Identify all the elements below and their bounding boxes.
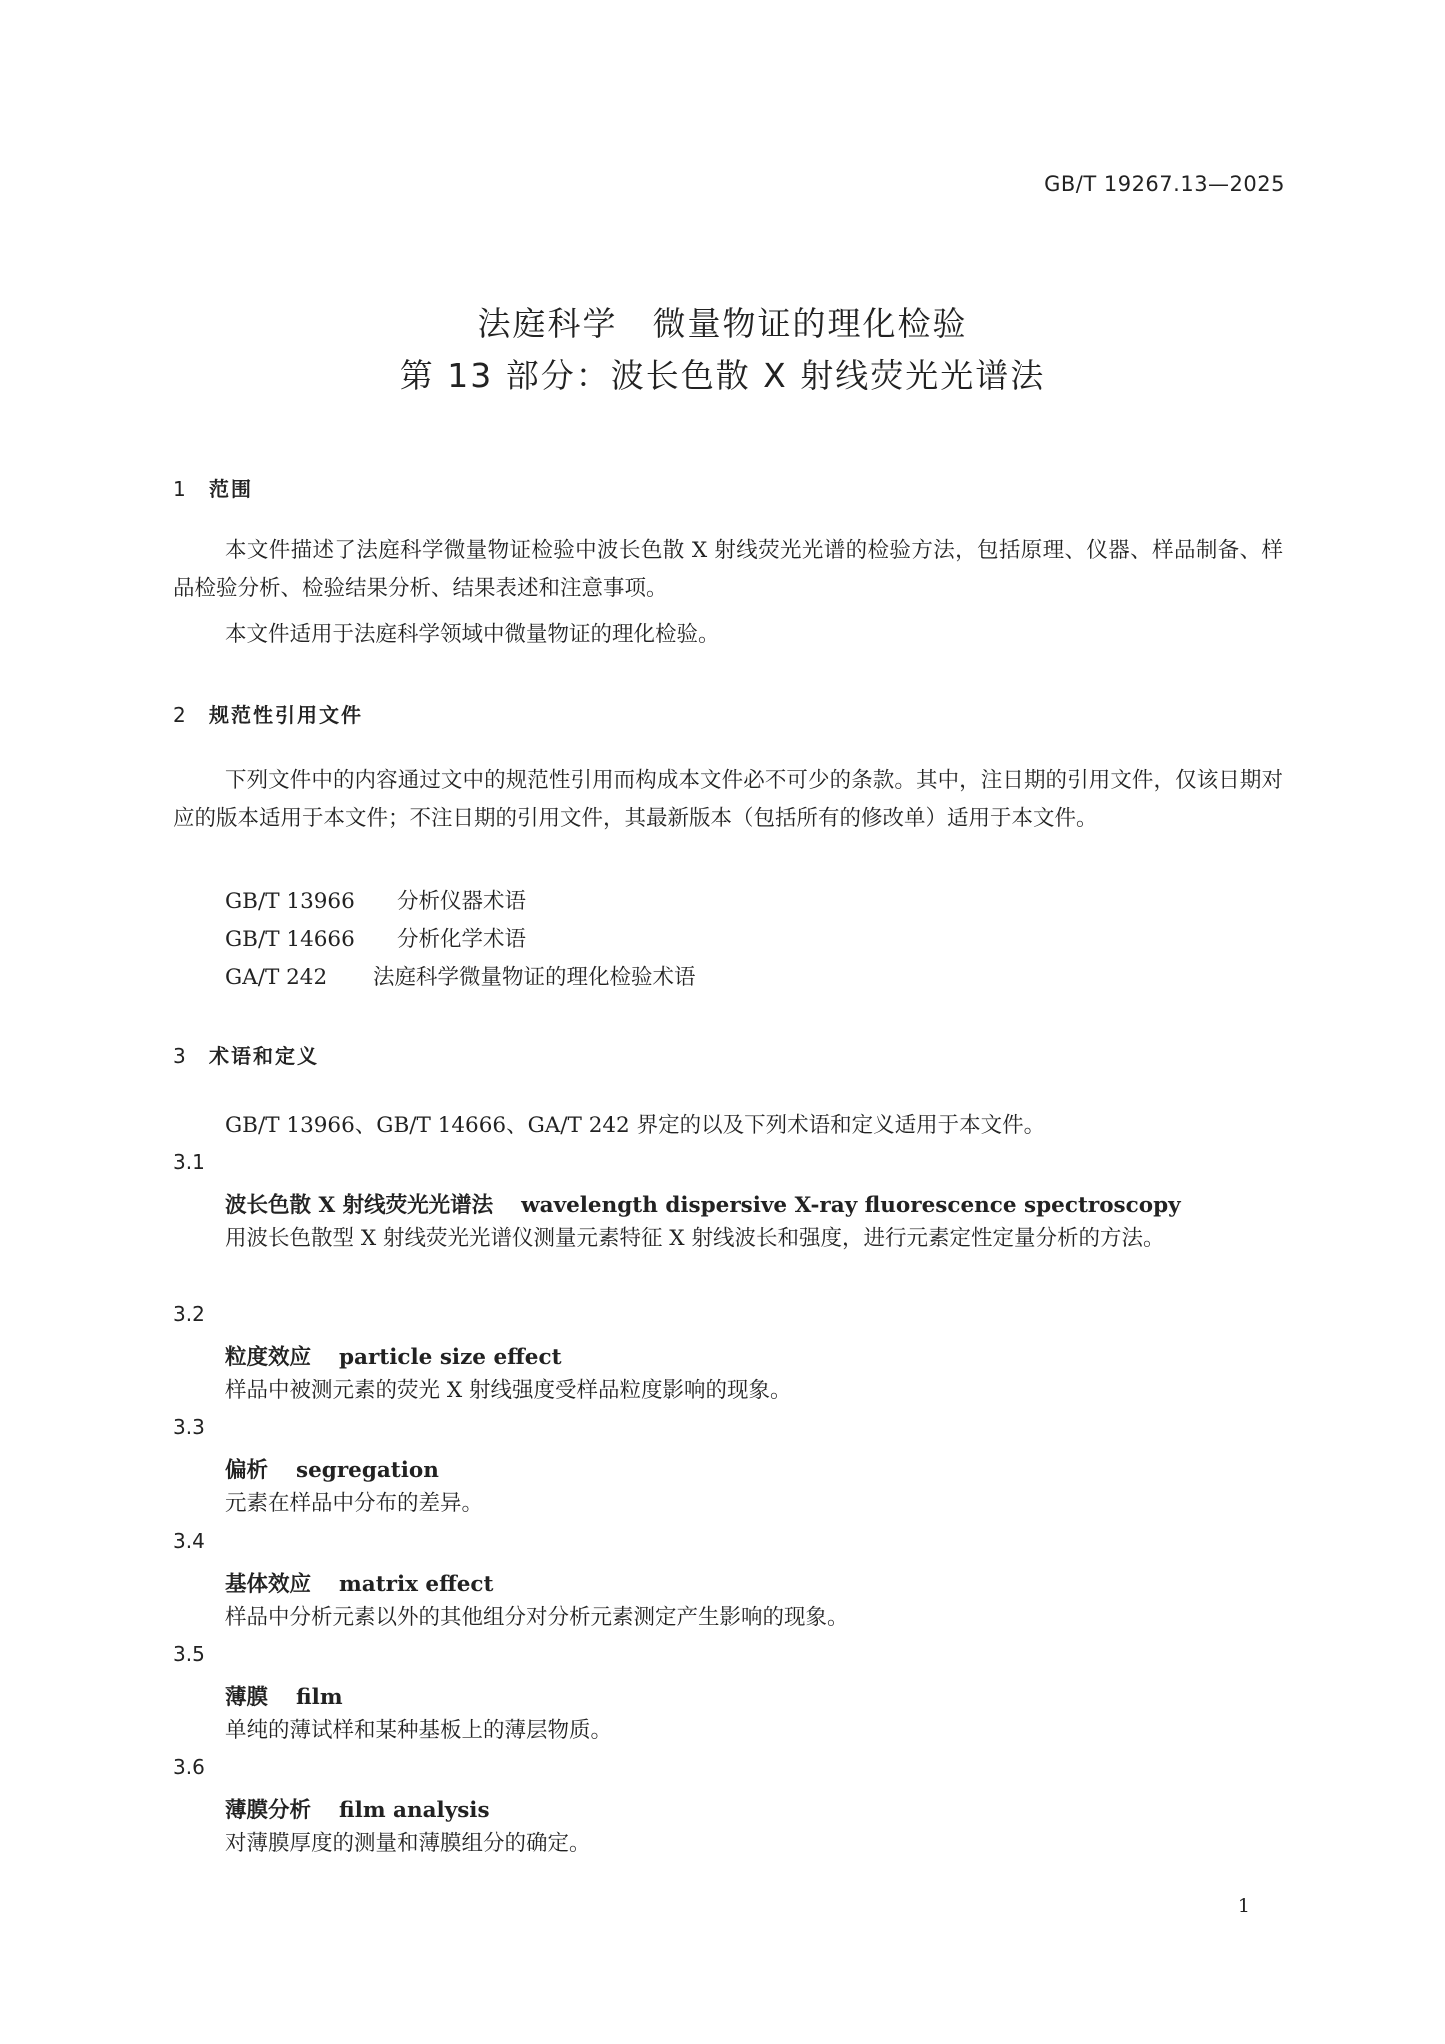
reference-code: GB/T 14666 xyxy=(225,927,355,952)
term-heading xyxy=(225,1793,490,1824)
term-number: 3.3 xyxy=(173,1415,205,1439)
term-chinese: 波长色散 X 射线荧光光谱法 xyxy=(225,1193,494,1218)
section-title: 范围 xyxy=(209,477,253,501)
reference-item xyxy=(225,960,696,991)
terms-intro: GB/T 13966、GB/T 14666、GA/T 242 界定的以及下列术语和定义适用于本文件。 xyxy=(225,1113,1046,1138)
normative-refs-paragraph: 下列文件中的内容通过文中的规范性引用而构成本文件必不可少的条款。其中，注日期的引用文件，仅该日期对应的版本适用于本文件；不注日期的引用文件，其最新版本（包括所有的修改单）适用于本文件。 xyxy=(173,768,1283,831)
title-line-2: 第 13 部分：波长色散 X 射线荧光光谱法 xyxy=(399,356,1046,395)
reference-title: 分析仪器术语 xyxy=(397,889,527,914)
term-number: 3.1 xyxy=(173,1150,205,1174)
section-title: 术语和定义 xyxy=(209,1044,319,1068)
section-heading-terms xyxy=(173,1040,319,1069)
section-heading-normative-refs xyxy=(173,699,363,728)
term-chinese: 偏析 xyxy=(225,1458,269,1483)
scope-paragraph-1: 本文件描述了法庭科学微量物证检验中波长色散 X 射线荧光光谱的检验方法，包括原理、仪器、样品制备、样品检验分析、检验结果分析、结果表述和注意事项。 xyxy=(173,538,1283,601)
term-definition: 对薄膜厚度的测量和薄膜组分的确定。 xyxy=(225,1831,591,1856)
reference-title: 分析化学术语 xyxy=(397,927,527,952)
term-english: film analysis xyxy=(339,1798,490,1823)
title-line-1: 法庭科学 微量物证的理化检验 xyxy=(477,304,968,343)
term-number: 3.6 xyxy=(173,1755,205,1779)
page-number: 1 xyxy=(1237,1895,1250,1917)
term-chinese: 薄膜分析 xyxy=(225,1798,312,1823)
section-number: 1 xyxy=(173,477,188,501)
term-english: film xyxy=(296,1685,343,1710)
term-definition: 样品中被测元素的荧光 X 射线强度受样品粒度影响的现象。 xyxy=(225,1378,792,1403)
reference-code: GB/T 13966 xyxy=(225,889,355,914)
term-definition: 元素在样品中分布的差异。 xyxy=(225,1491,484,1516)
term-chinese: 粒度效应 xyxy=(225,1345,312,1370)
reference-item xyxy=(225,884,526,915)
term-number: 3.2 xyxy=(173,1302,205,1326)
term-definition: 用波长色散型 X 射线荧光光谱仪测量元素特征 X 射线波长和强度，进行元素定性定量分析的方法。 xyxy=(225,1226,1165,1251)
term-heading xyxy=(225,1567,493,1598)
reference-title: 法庭科学微量物证的理化检验术语 xyxy=(373,965,696,990)
section-heading-scope xyxy=(173,473,253,502)
term-chinese: 基体效应 xyxy=(225,1572,312,1597)
section-number: 2 xyxy=(173,703,188,727)
reference-item xyxy=(225,922,526,953)
scope-paragraph-2: 本文件适用于法庭科学领域中微量物证的理化检验。 xyxy=(225,622,720,647)
term-heading xyxy=(225,1188,1181,1219)
term-chinese: 薄膜 xyxy=(225,1685,269,1710)
term-heading xyxy=(225,1680,343,1711)
section-number: 3 xyxy=(173,1044,188,1068)
section-title: 规范性引用文件 xyxy=(209,703,363,727)
term-definition: 单纯的薄试样和某种基板上的薄层物质。 xyxy=(225,1718,613,1743)
term-english: particle size effect xyxy=(339,1345,562,1370)
term-number: 3.4 xyxy=(173,1529,205,1553)
reference-code: GA/T 242 xyxy=(225,965,328,990)
term-english: segregation xyxy=(296,1458,439,1483)
term-english: wavelength dispersive X-ray fluorescence spectroscopy xyxy=(521,1193,1181,1218)
standard-code: GB/T 19267.13—2025 xyxy=(1044,172,1285,196)
term-english: matrix effect xyxy=(339,1572,494,1597)
term-definition: 样品中分析元素以外的其他组分对分析元素测定产生影响的现象。 xyxy=(225,1605,849,1630)
term-heading xyxy=(225,1453,439,1484)
term-heading xyxy=(225,1340,562,1371)
term-number: 3.5 xyxy=(173,1642,205,1666)
